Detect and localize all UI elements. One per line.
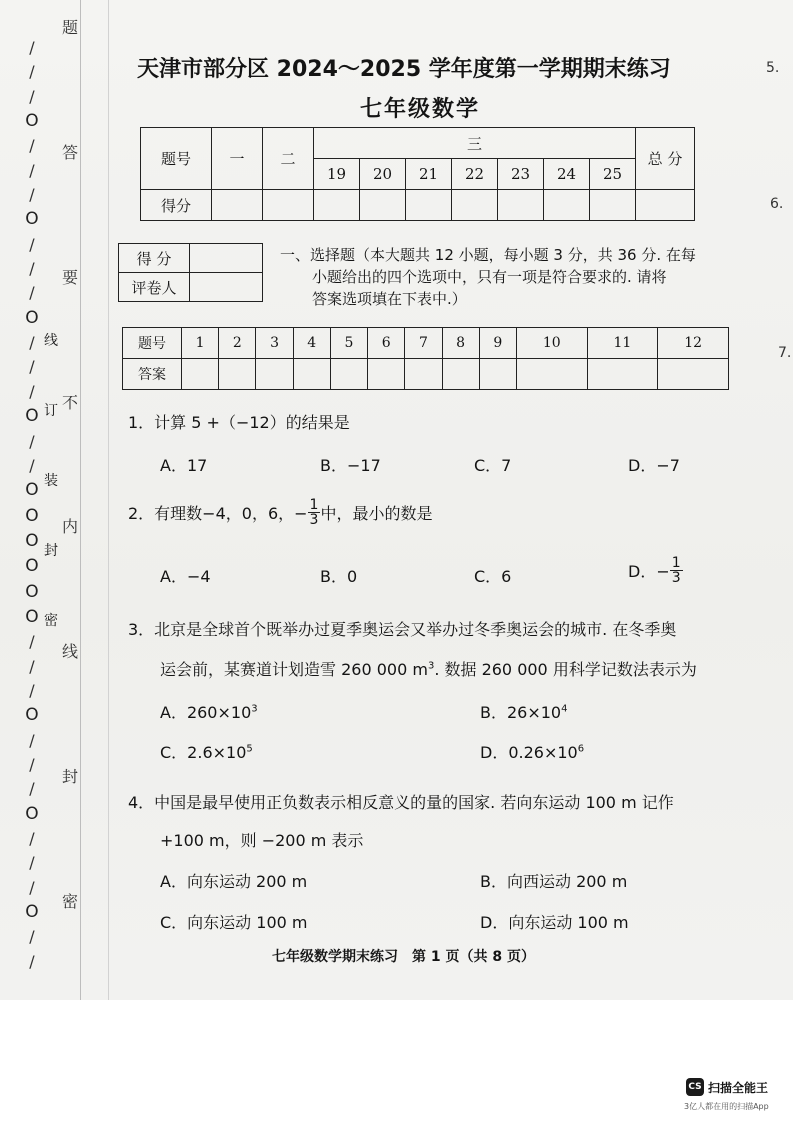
binding-mark: 装 <box>44 473 58 489</box>
score-cell[interactable] <box>406 190 452 221</box>
answer-cell[interactable] <box>405 359 442 390</box>
option-text: C．2.6×10 <box>160 743 247 762</box>
fraction-numerator: 1 <box>671 555 681 571</box>
question-2-option-b: B．0 <box>320 567 358 586</box>
binding-slash-column: / / / O / / / O / / / O / / / O / / O O O O O O / / / O / / / O / / / O / / <box>25 38 39 971</box>
answer-number: 1 <box>182 328 219 359</box>
instruction-line: 答案选项填在下表中.） <box>312 290 467 308</box>
question-3-line-1: 3．北京是全球首个既举办过夏季奥运会又举办过冬季奥运会的城市. 在冬季奥 <box>128 620 677 639</box>
binding-label: 封 <box>61 767 78 787</box>
option-text: D．0.26×10 <box>480 743 578 762</box>
binding-mark: 订 <box>44 403 58 419</box>
answer-number: 4 <box>293 328 330 359</box>
score-sub-header: 19 <box>314 159 360 190</box>
question-3-line-2-text: 运会前，某赛道计划造雪 260 000 m <box>160 660 428 679</box>
binding-mark-column <box>44 330 58 630</box>
answer-number: 5 <box>330 328 367 359</box>
answer-cell[interactable] <box>587 359 658 390</box>
answer-cell[interactable] <box>479 359 516 390</box>
score-row-label: 得分 <box>141 190 212 221</box>
score-cell[interactable] <box>498 190 544 221</box>
page-title: 天津市部分区 2024～2025 学年度第一学期期末练习 <box>137 57 671 82</box>
question-1-option-c: C．7 <box>474 456 512 475</box>
question-1-option-a: A．17 <box>160 456 208 475</box>
answer-number: 11 <box>587 328 658 359</box>
answer-cell[interactable] <box>219 359 256 390</box>
question-4-option-d: D．向东运动 100 m <box>480 913 629 932</box>
binding-margin <box>0 0 110 1000</box>
section1-instructions <box>280 244 720 310</box>
binding-mark: 线 <box>44 333 58 349</box>
answer-cell[interactable] <box>368 359 405 390</box>
question-4-option-b: B．向西运动 200 m <box>480 872 628 891</box>
question-1-option-d: D．−7 <box>628 456 680 475</box>
score-sub-header: 23 <box>498 159 544 190</box>
question-3-option-b <box>480 700 567 723</box>
question-2-option-d-text: D．− <box>628 562 670 581</box>
answer-cell[interactable] <box>516 359 587 390</box>
score-sub-header: 20 <box>360 159 406 190</box>
answer-cell[interactable] <box>182 359 219 390</box>
score-cell[interactable] <box>452 190 498 221</box>
binding-label-column <box>60 20 80 910</box>
answer-cell[interactable] <box>442 359 479 390</box>
binding-mark: 密 <box>44 613 58 629</box>
answer-cell[interactable] <box>293 359 330 390</box>
binding-label: 不 <box>61 392 78 412</box>
binding-line <box>108 0 109 1000</box>
fraction <box>670 556 683 585</box>
question-3-line-2-text: . 数据 260 000 用科学记数法表示为 <box>434 660 697 679</box>
score-cell[interactable] <box>544 190 590 221</box>
side-number: 7. <box>778 345 792 361</box>
answer-number: 10 <box>516 328 587 359</box>
superscript: 5 <box>246 743 253 755</box>
answer-header-label: 题号 <box>123 328 182 359</box>
question-4-option-a: A．向东运动 200 m <box>160 872 308 891</box>
answer-number: 9 <box>479 328 516 359</box>
answer-number: 12 <box>658 328 729 359</box>
scanner-logo <box>686 1078 768 1096</box>
answer-number: 8 <box>442 328 479 359</box>
question-2-stem-text: 中，最小的数是 <box>320 504 433 523</box>
score-sub-header: 22 <box>452 159 498 190</box>
score-cell[interactable] <box>590 190 636 221</box>
option-text: A．260×10 <box>160 703 252 722</box>
grader-score-cell[interactable] <box>190 244 263 273</box>
answer-number: 7 <box>405 328 442 359</box>
answer-cell[interactable] <box>658 359 729 390</box>
binding-label: 题 <box>61 18 78 37</box>
superscript: 3 <box>251 703 258 715</box>
score-cell[interactable] <box>263 190 314 221</box>
binding-line <box>80 0 81 1000</box>
score-header-tihao: 题号 <box>141 128 212 190</box>
fraction <box>308 498 321 527</box>
answer-row-label: 答案 <box>123 359 182 390</box>
answer-number: 2 <box>219 328 256 359</box>
superscript: 4 <box>561 703 568 715</box>
option-text: B．26×10 <box>480 703 562 722</box>
binding-label: 密 <box>61 891 78 911</box>
score-cell[interactable] <box>360 190 406 221</box>
question-2-stem <box>128 498 758 527</box>
question-2-stem-text: 2．有理数−4，0，6，− <box>128 504 308 523</box>
question-4-line-1: 4．中国是最早使用正负数表示相反意义的量的国家. 若向东运动 100 m 记作 <box>128 793 674 812</box>
grader-box <box>118 243 263 302</box>
bottom-margin <box>0 1000 793 1123</box>
score-sub-header: 24 <box>544 159 590 190</box>
side-number: 5. <box>766 60 780 76</box>
question-3-option-c <box>160 740 253 763</box>
score-table <box>140 127 695 221</box>
question-1-option-b: B．−17 <box>320 456 381 475</box>
instruction-line: 小题给出的四个选项中，只有一项是符合要求的. 请将 <box>312 268 667 286</box>
fraction-denominator: 3 <box>671 570 681 586</box>
instruction-line: 一、选择题（本大题共 12 小题，每小题 3 分，共 36 分. 在每 <box>280 246 696 264</box>
page-footer: 七年级数学期末练习 第 1 页（共 8 页） <box>272 949 535 965</box>
score-header-part3: 三 <box>314 128 636 159</box>
fraction-numerator: 1 <box>309 497 319 513</box>
answer-cell[interactable] <box>256 359 293 390</box>
answer-cell[interactable] <box>330 359 367 390</box>
fraction-denominator: 3 <box>309 512 319 528</box>
page-subtitle: 七年级数学 <box>360 97 481 122</box>
score-cell[interactable] <box>314 190 360 221</box>
binding-label: 内 <box>61 517 78 537</box>
question-2-option-a: A．−4 <box>160 567 211 586</box>
score-header-total: 总 分 <box>636 128 695 190</box>
binding-label: 答 <box>61 142 78 162</box>
score-sub-header: 21 <box>406 159 452 190</box>
binding-mark: 封 <box>44 543 58 559</box>
question-1-stem: 1．计算 5 +（−12）的结果是 <box>128 413 350 432</box>
superscript: 3 <box>427 660 435 672</box>
binding-label: 线 <box>61 642 78 662</box>
scanner-tagline: 3亿人都在用的扫描App <box>684 1102 769 1111</box>
question-3-option-a <box>160 700 258 723</box>
question-3-option-d <box>480 740 584 763</box>
question-3-line-2 <box>160 657 760 680</box>
answer-number: 3 <box>256 328 293 359</box>
score-sub-header: 25 <box>590 159 636 190</box>
question-4-option-c: C．向东运动 100 m <box>160 913 308 932</box>
score-header-part2: 二 <box>263 128 314 190</box>
superscript: 6 <box>577 743 585 755</box>
answer-number: 6 <box>368 328 405 359</box>
cs-logo-icon: CS <box>686 1078 704 1096</box>
answer-table <box>122 327 729 390</box>
side-number: 6. <box>770 196 784 212</box>
question-4-line-2: +100 m，则 −200 m 表示 <box>160 831 364 850</box>
score-cell[interactable] <box>636 190 695 221</box>
score-cell[interactable] <box>212 190 263 221</box>
binding-label: 要 <box>61 267 78 287</box>
scanner-app-name: 扫描全能王 <box>708 1080 769 1095</box>
grader-label-reviewer: 评卷人 <box>119 273 190 302</box>
question-2-option-c: C．6 <box>474 567 512 586</box>
grader-label-score: 得 分 <box>119 244 190 273</box>
score-header-part1: 一 <box>212 128 263 190</box>
question-2-option-d <box>628 556 683 585</box>
grader-reviewer-cell[interactable] <box>190 273 263 302</box>
